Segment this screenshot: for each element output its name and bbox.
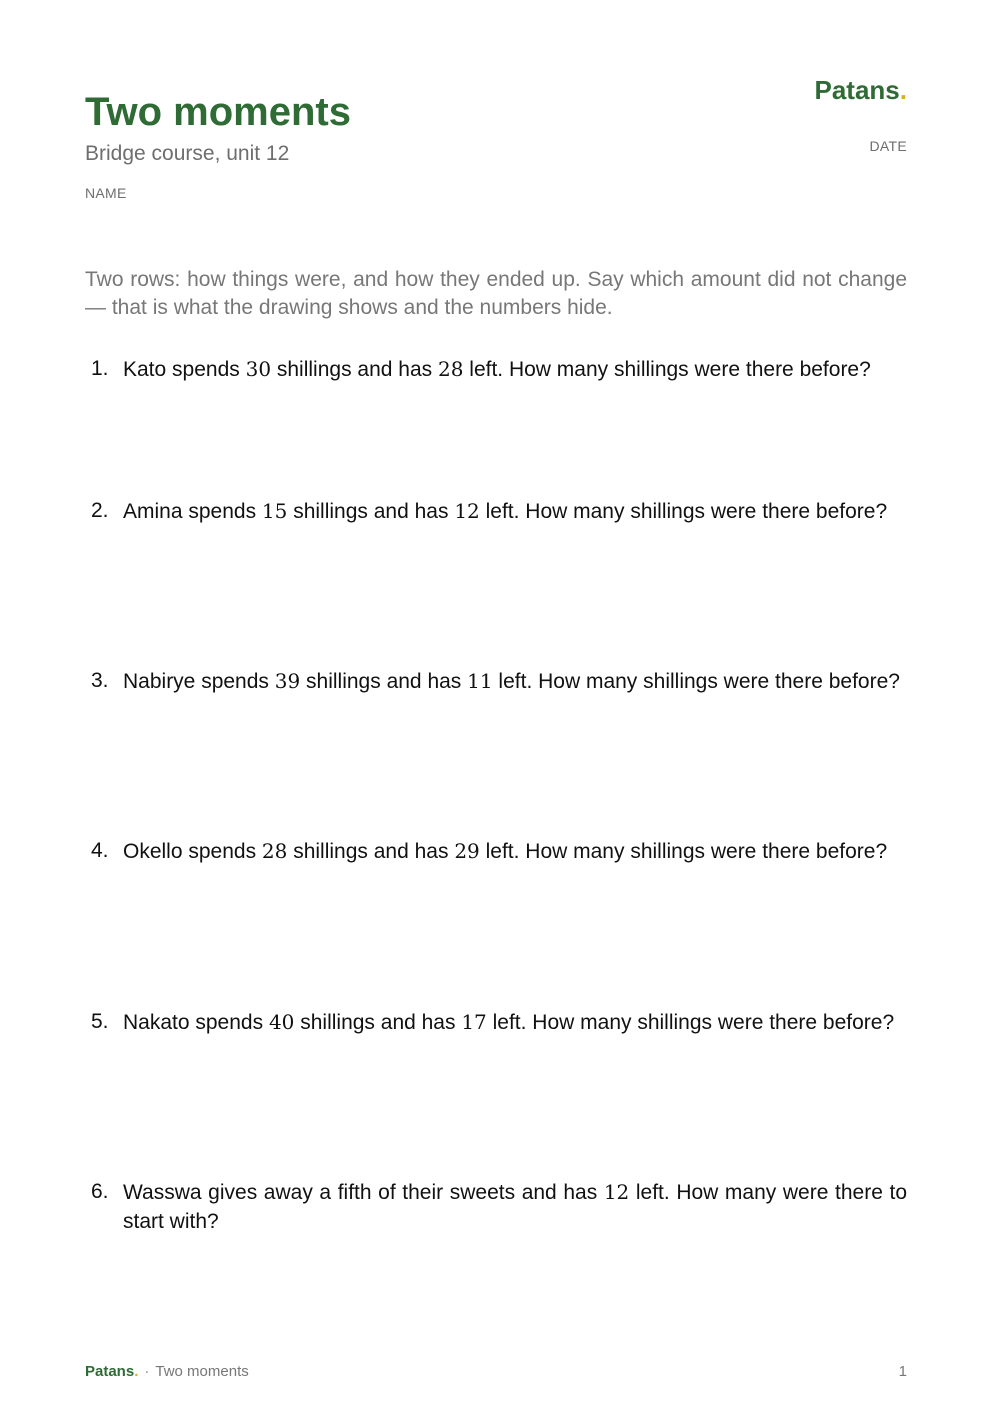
footer-brand-name: Patans [85, 1363, 135, 1380]
problem-item [85, 667, 907, 696]
footer-title: Two moments [155, 1363, 249, 1380]
amount-spent: 30 [245, 357, 272, 381]
brand-logo [815, 74, 908, 106]
problem-text-middle: shillings and has [287, 500, 455, 523]
problem-text-end: left. How many shillings were there before? [486, 1011, 895, 1034]
problem-text-start: Nakato spends [123, 1011, 269, 1034]
problem-item [85, 837, 907, 866]
problem-text [123, 497, 907, 526]
amount-left: 17 [461, 1010, 487, 1034]
problem-number: 5. [91, 1010, 109, 1033]
brand-name: Patans [814, 75, 900, 105]
problem-item [85, 355, 907, 384]
problem-number: 6. [91, 1180, 109, 1203]
problem-text-start: Nabirye spends [123, 670, 275, 693]
problem-number: 3. [91, 669, 109, 692]
instructions: Two rows: how things were, and how they ended up. Say which amount did not change — that is what the drawing shows and the numbers hide. [85, 268, 907, 319]
footer-brand [85, 1363, 138, 1380]
problem-text-end: left. How many shillings were there before? [479, 840, 888, 863]
problem-number: 1. [91, 357, 109, 380]
problem-item [85, 1008, 907, 1037]
problem-item [85, 1178, 907, 1236]
problem-text-middle: shillings and has [300, 670, 468, 693]
page-title: Two moments [85, 90, 351, 134]
footer-separator: · [144, 1363, 150, 1380]
problem-number: 2. [91, 499, 109, 522]
page-footer [85, 1362, 907, 1382]
footer-brand-dot: . [134, 1363, 139, 1380]
date-field-label: DATE [869, 138, 907, 154]
problem-text-start: Okello spends [123, 840, 262, 863]
brand-dot: . [899, 75, 907, 105]
problem-text [123, 355, 907, 384]
problem-text-middle: shillings and has [287, 840, 455, 863]
worksheet-page [85, 0, 907, 1404]
amount-left: 12 [603, 1180, 630, 1204]
problem-text-end: left. How many shillings were there before? [492, 670, 900, 693]
amount-left: 29 [454, 839, 480, 863]
problem-text-start: Wasswa gives away a fifth of their sweets and has [123, 1181, 604, 1204]
problem-text [123, 667, 907, 696]
problem-text-middle: shillings and has [294, 1011, 462, 1034]
name-field-label: NAME [85, 185, 127, 201]
amount-spent: 15 [261, 499, 288, 523]
page-number: 1 [898, 1363, 907, 1380]
problem-text-middle: left. How many were there to start with? [123, 1181, 907, 1233]
problem-text [123, 1008, 907, 1037]
amount-spent: 28 [261, 839, 288, 863]
problem-number: 4. [91, 839, 109, 862]
problem-text [123, 837, 907, 866]
amount-spent: 39 [274, 669, 301, 693]
problem-text-start: Amina spends [123, 500, 262, 523]
problem-text [123, 1178, 907, 1236]
amount-left: 28 [437, 357, 464, 381]
problem-text-middle: shillings and has [271, 358, 438, 381]
problem-text-start: Kato spends [123, 358, 246, 381]
problem-text-end: left. How many shillings were there before? [463, 358, 871, 381]
amount-spent: 40 [268, 1010, 295, 1034]
problem-item [85, 497, 907, 526]
problem-text-end: left. How many shillings were there before? [479, 500, 888, 523]
amount-left: 12 [454, 499, 480, 523]
page-subtitle: Bridge course, unit 12 [85, 142, 290, 165]
amount-left: 11 [467, 669, 493, 693]
